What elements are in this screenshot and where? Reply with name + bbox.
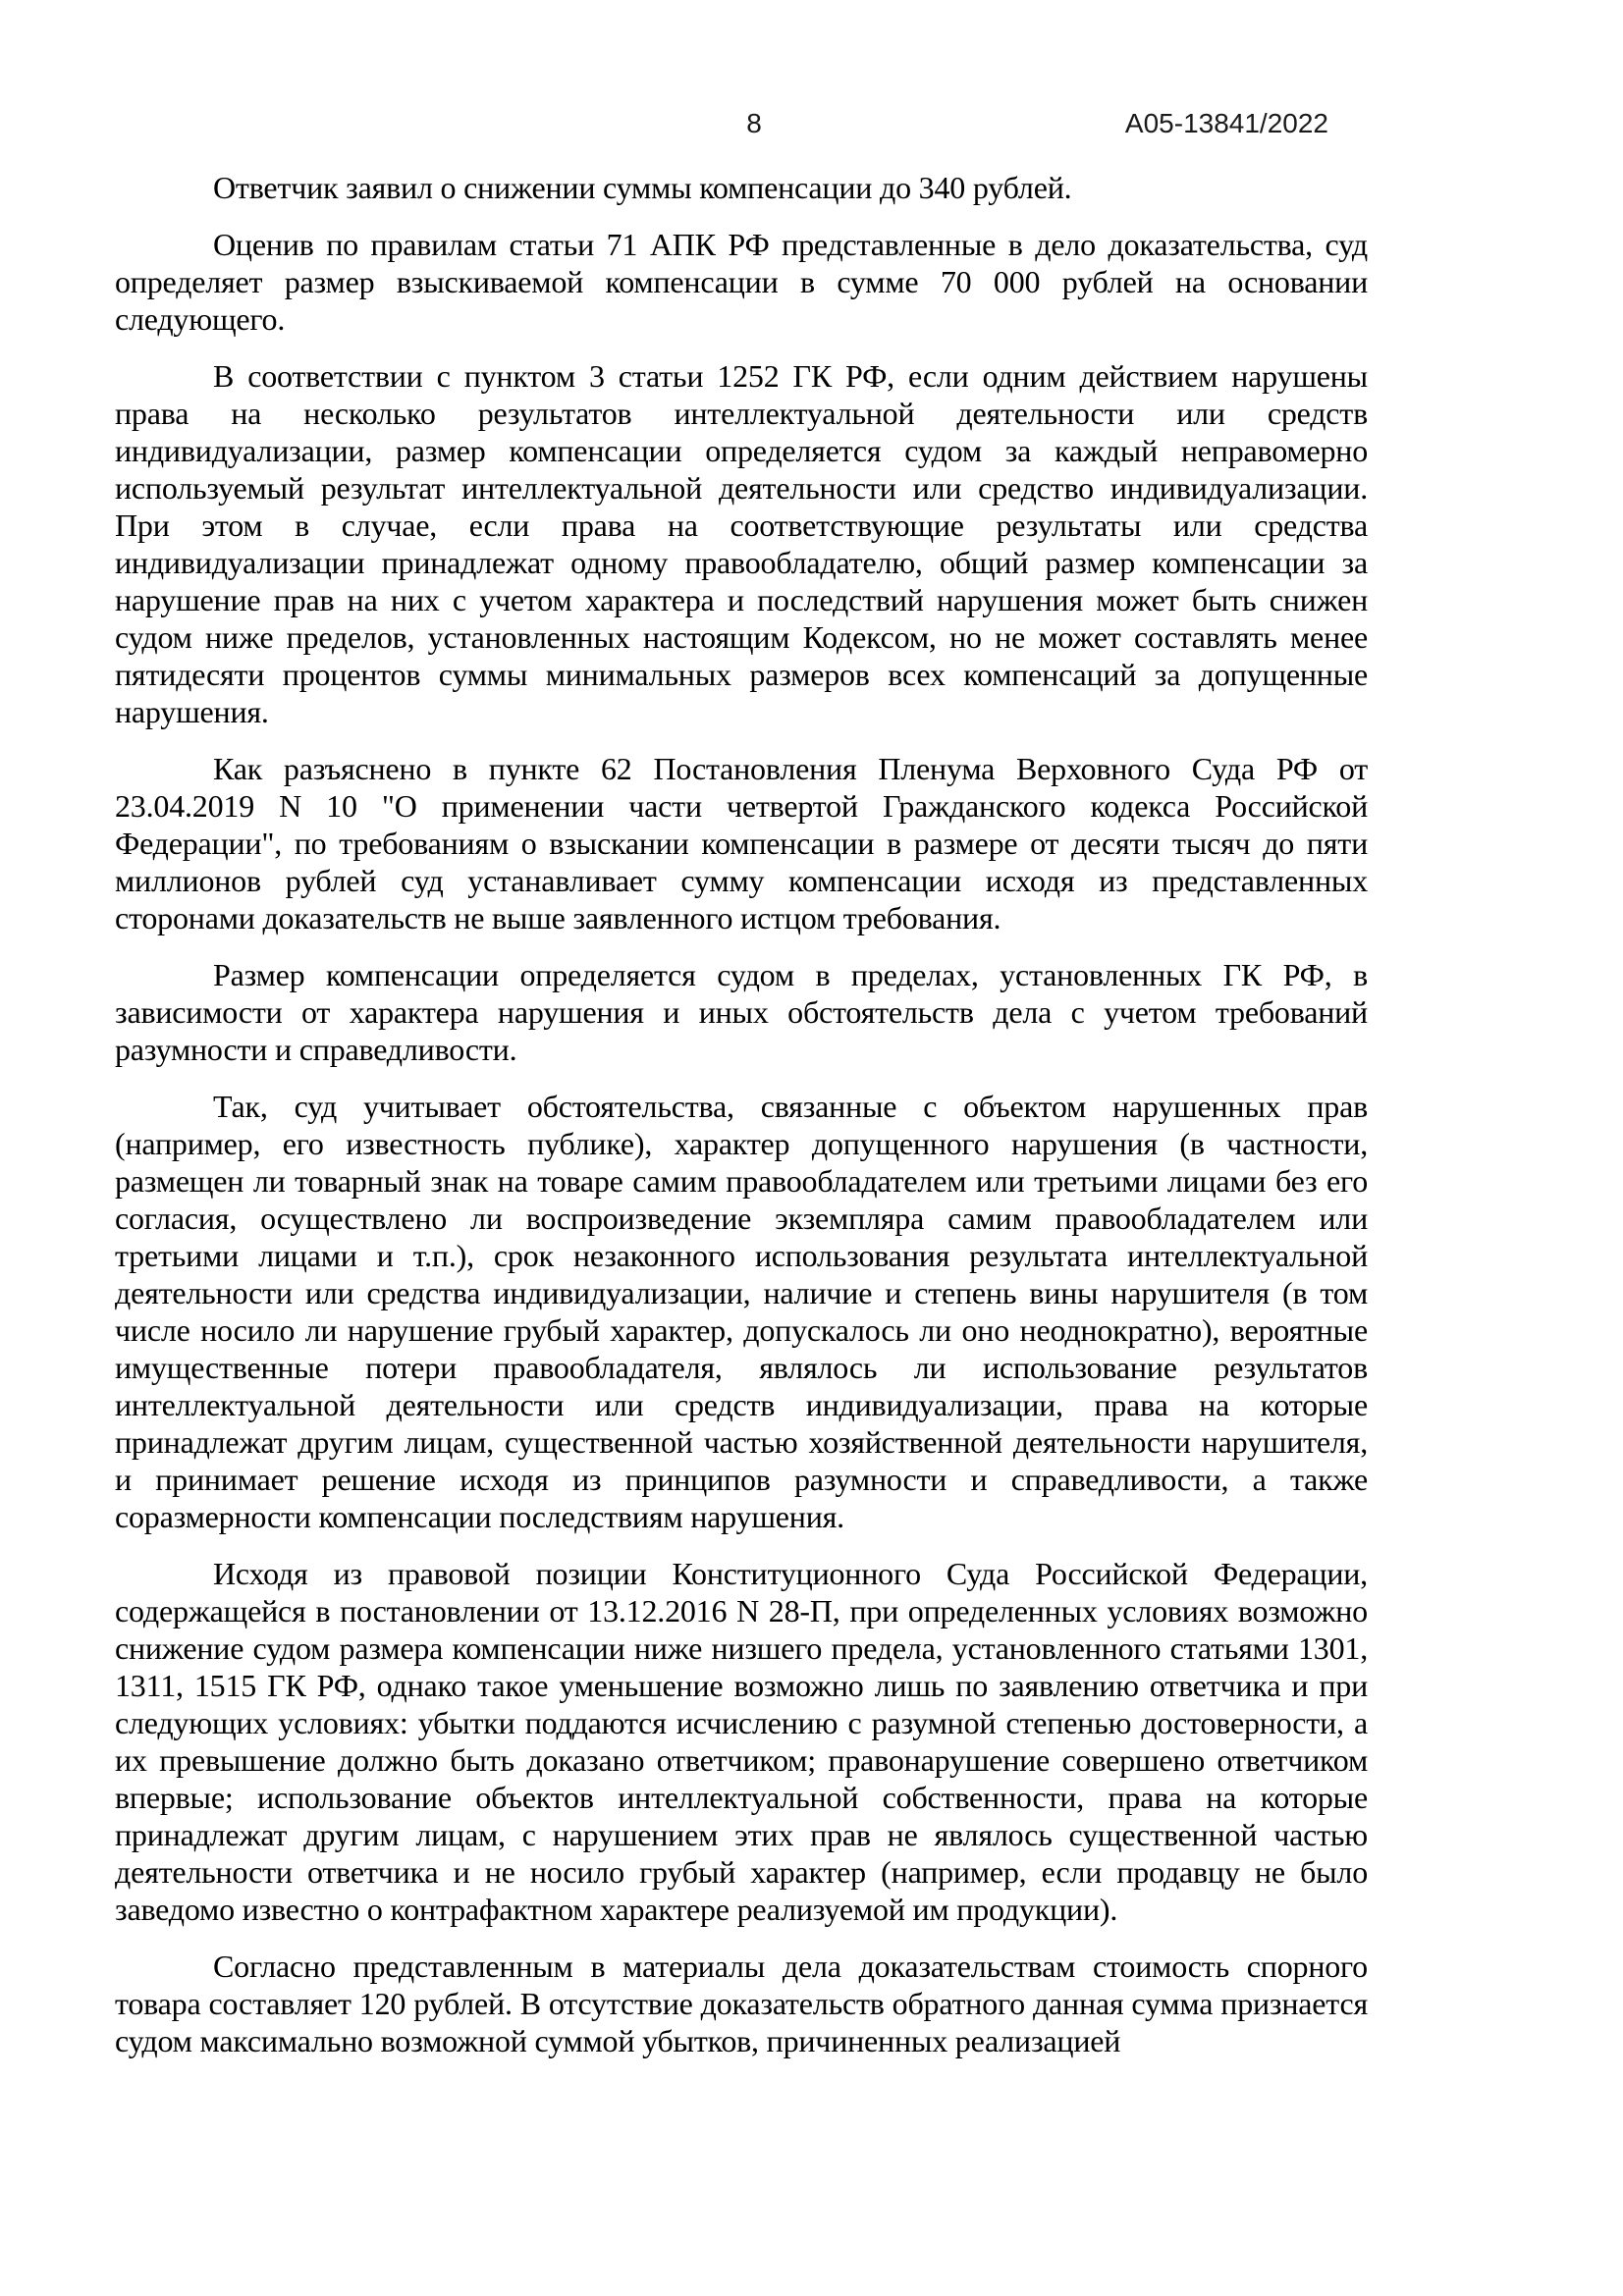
document-body (115, 169, 1368, 2079)
document-paragraph: Размер компенсации определяется судом в пределах, установленных ГК РФ, в зависимости от характера нарушения и иных обстоятельств дела с учетом требований разумности и справедливости. (115, 957, 1368, 1067)
document-paragraph: В соответствии с пунктом 3 статьи 1252 ГК РФ, если одним действием нарушены права на несколько результатов интеллектуальной деятельности или средств индивидуализации, размер компенсации определяется судом за каждый неправомерно используемый результат интеллектуальной деятельности или средство индивидуализации. При этом в случае, если права на соответствующие результаты или средства индивидуализации принадлежат одному правообладателю, общий размер компенсации за нарушение прав на них с учетом характера и последствий нарушения может быть снижен судом ниже пределов, установленных настоящим Кодексом, но не может составлять менее пятидесяти процентов суммы минимальных размеров всех компенсаций за допущенные нарушения. (115, 358, 1368, 729)
document-paragraph: Исходя из правовой позиции Конституционного Суда Российской Федерации, содержащейся в постановлении от 13.12.2016 N 28-П, при определенных условиях возможно снижение судом размера компенсации ниже низшего предела, установленного статьями 1301, 1311, 1515 ГК РФ, однако такое уменьшение возможно лишь по заявлению ответчика и при следующих условиях: убытки поддаются исчислению с разумной степенью достоверности, а их превышение должно быть доказано ответчиком; правонарушение совершено ответчиком впервые; использование объектов интеллектуальной собственности, права на которые принадлежат другим лицам, с нарушением этих прав не являлось существенной частью деятельности ответчика и не носило грубый характер (например, если продавцу не было заведомо известно о контрафактном характере реализуемой им продукции). (115, 1556, 1368, 1927)
case-number: А05-13841/2022 (1124, 108, 1328, 138)
document-paragraph: Ответчик заявил о снижении суммы компенсации до 340 рублей. (213, 170, 1072, 205)
document-paragraph: Оценив по правилам статьи 71 АПК РФ представленные в дело доказательства, суд определяет размер взыскиваемой компенсации в сумме 70 000 рублей на основании следующего. (115, 227, 1368, 337)
document-paragraph: Так, суд учитывает обстоятельства, связанные с объектом нарушенных прав (например, его известность публике), характер допущенного нарушения (в частности, размещен ли товарный знак на товаре самим правообладателем или третьими лицами без его согласия, осуществлено ли воспроизведение экземпляра самим правообладателем или третьими лицами и т.п.), срок незаконного использования результата интеллектуальной деятельности или средства индивидуализации, наличие и степень вины нарушителя (в том числе носило ли нарушение грубый характер, допускалось ли оно неоднократно), вероятные имущественные потери правообладателя, являлось ли использование результатов интеллектуальной деятельности или средств индивидуализации, права на которые принадлежат другим лицам, существенной частью хозяйственной деятельности нарушителя, и принимает решение исходя из принципов разумности и справедливости, а также соразмерности компенсации последствиям нарушения. (115, 1089, 1368, 1534)
page-number: 8 (746, 108, 762, 138)
document-paragraph: Как разъяснено в пункте 62 Постановления Пленума Верховного Суда РФ от 23.04.2019 N 10 "О применении части четвертой Гражданского кодекса Российской Федерации", по требованиям о взыскании компенсации в размере от десяти тысяч до пяти миллионов рублей суд устанавливает сумму компенсации исходя из представленных сторонами доказательств не выше заявленного истцом требования. (115, 751, 1368, 935)
document-paragraph: Согласно представленным в материалы дела доказательствам стоимость спорного товара составляет 120 рублей. В отсутствие доказательств обратного данная сумма признается судом максимально возможной суммой убытков, причиненных реализацией (115, 1949, 1368, 2058)
